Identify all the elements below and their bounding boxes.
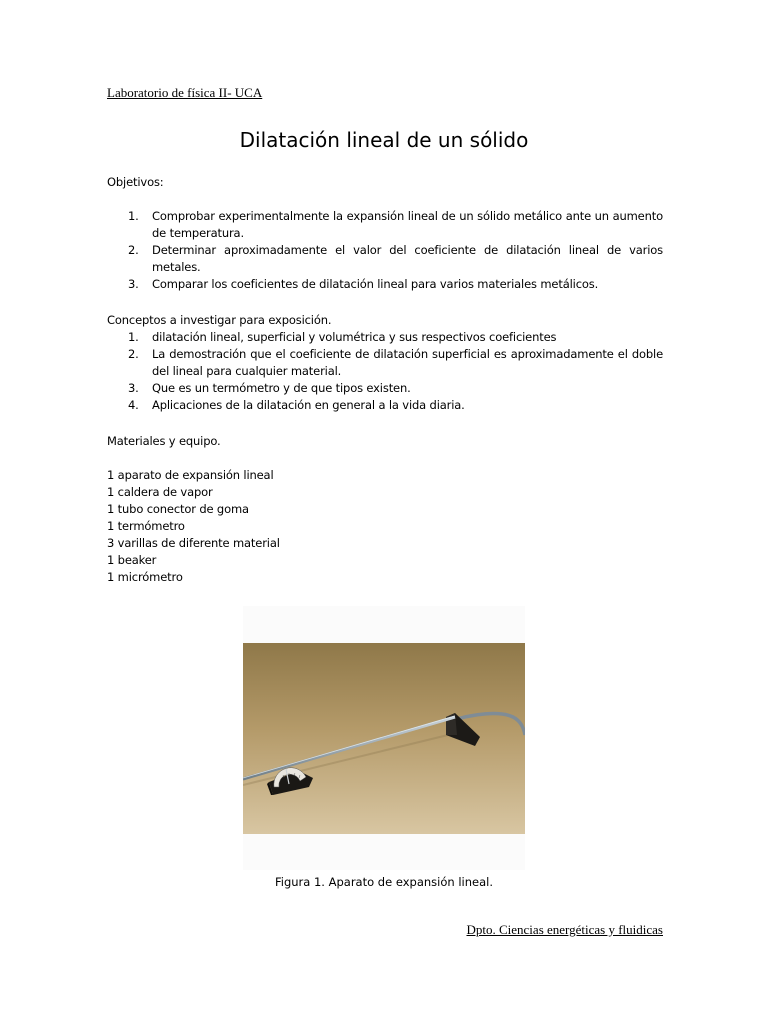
- list-item-number: 2.: [128, 347, 139, 361]
- list-item-number: 1.: [128, 330, 139, 344]
- document-title: Dilatación lineal de un sólido: [239, 128, 529, 152]
- header-lab-name: Laboratorio de física II- UCA: [107, 85, 263, 100]
- list-item-number: 1.: [128, 209, 139, 223]
- list-item-number: 2.: [128, 243, 139, 257]
- list-item-text: dilatación lineal, superficial y volumétrica y sus respectivos coeficientes: [152, 330, 557, 344]
- material-item: 1 aparato de expansión lineal: [107, 468, 274, 482]
- conceptos-heading: Conceptos a investigar para exposición.: [107, 313, 332, 327]
- list-item-text: Determinar aproximadamente el valor del coeficiente de dilatación lineal de varios metales.: [152, 243, 663, 274]
- objetivos-section: [107, 174, 663, 293]
- list-item-number: 3.: [128, 381, 139, 395]
- conceptos-section: [107, 312, 663, 414]
- linear-expansion-apparatus-photo: [243, 643, 525, 834]
- figure-caption: Figura 1. Aparato de expansión lineal.: [275, 875, 493, 889]
- list-item: [107, 397, 663, 414]
- list-item: [107, 329, 663, 346]
- materiales-heading: Materiales y equipo.: [107, 434, 221, 448]
- list-item: [107, 380, 663, 397]
- figure-container: [243, 606, 525, 870]
- list-item: [107, 276, 663, 293]
- list-item-number: 4.: [128, 398, 139, 412]
- material-item: 1 tubo conector de goma: [107, 502, 249, 516]
- list-item: [107, 208, 663, 242]
- list-item-text: Que es un termómetro y de que tipos existen.: [152, 381, 411, 395]
- list-item-number: 3.: [128, 277, 139, 291]
- conceptos-list: [107, 329, 663, 414]
- material-item: 1 beaker: [107, 553, 157, 567]
- list-item: [107, 242, 663, 276]
- list-item: [107, 346, 663, 380]
- list-item-text: Comprobar experimentalmente la expansión lineal de un sólido metálico ante un aumento de temperatura.: [152, 209, 663, 240]
- objetivos-list: [107, 208, 663, 293]
- material-item: 3 varillas de diferente material: [107, 536, 280, 550]
- material-item: 1 termómetro: [107, 519, 185, 533]
- objetivos-heading: Objetivos:: [107, 175, 164, 189]
- material-item: 1 caldera de vapor: [107, 485, 213, 499]
- list-item-text: La demostración que el coeficiente de dilatación superficial es aproximadamente el doble del lineal para cualquier material.: [152, 347, 663, 378]
- list-item-text: Aplicaciones de la dilatación en general a la vida diaria.: [152, 398, 465, 412]
- material-item: 1 micrómetro: [107, 570, 183, 584]
- materiales-section: [107, 433, 663, 586]
- footer-department: Dpto. Ciencias energéticas y fluidicas: [466, 922, 663, 937]
- list-item-text: Comparar los coeficientes de dilatación lineal para varios materiales metálicos.: [152, 277, 599, 291]
